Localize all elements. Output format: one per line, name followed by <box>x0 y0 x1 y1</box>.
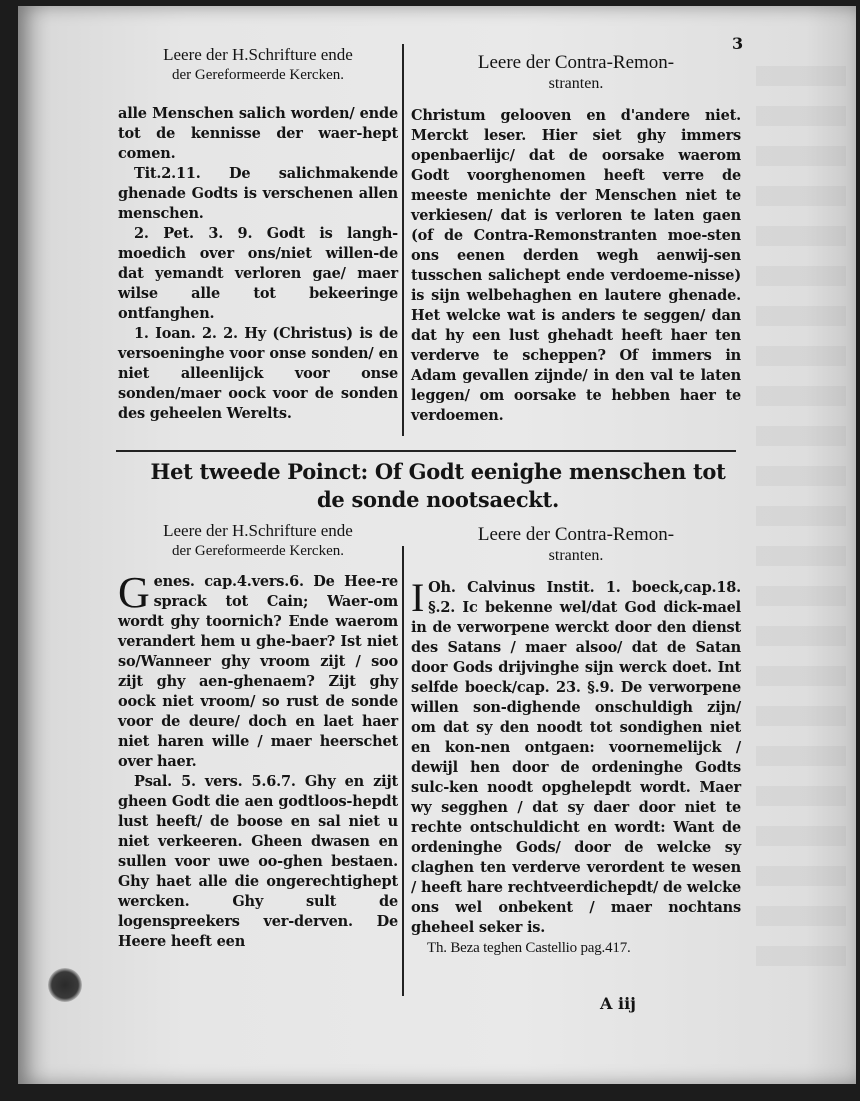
top-right-column <box>411 52 741 426</box>
bottom-left-heading <box>118 520 398 562</box>
top-right-heading-line2: stranten. <box>548 75 604 92</box>
bottom-column-divider <box>402 546 404 996</box>
section-title <box>128 458 748 514</box>
top-left-heading-line2: der Gereformeerde Kercken. <box>172 67 344 83</box>
printer-signature: A iij <box>600 994 636 1013</box>
bottom-left-text: enes. cap.4.vers.6. De Hee-re sprack tot Cain; Waer-om wordt ghy toornich? Ende waerom verandert hem u ghe-baer? Ist niet so/Wanneer ghy vroom zijt / soo zijt ghy aen-ghenaem? Zijt ghy oock niet vroom/ so rust de sonde voor de deure/ doch en laet haer niet haren wille / maer heerschet over haer. <box>118 573 398 770</box>
top-column-divider <box>402 44 404 436</box>
ink-stain <box>48 968 82 1002</box>
section-title-line2: de sonde nootsaeckt. <box>317 487 559 512</box>
bottom-right-body <box>411 575 741 958</box>
bottom-left-column <box>118 520 398 952</box>
bottom-right-heading-line2: stranten. <box>548 547 604 564</box>
bottom-left-body <box>118 568 398 952</box>
top-right-paragraph: Christum gelooven en d'andere niet. Merckt leser. Hier siet ghy immers openbaerlijc/ dat de oorsake waerom Godt voorghenomen heeft verre de meeste menichte der Menschen niet te verkiesen/ dat is verloren te laten gaen (of de Contra-Remonstranten moe-sten ons eenen derden wegh aenwij-sen tusschen salichept ende verdoeme-nisse) is sijn welbehaghen en lautere ghenade. Het welcke wat is anders te seggen/ dan dat hy een lust ghehadt heeft haer ten verderve te scheppen? Of immers in Adam gevallen zijnde/ in den val te laten leggen/ om oorsake te hebben haer te verdoemen. <box>411 107 741 424</box>
bottom-right-column <box>411 524 741 958</box>
bottom-left-heading-line1: Leere der H.Schrifture ende <box>163 521 353 540</box>
top-left-body <box>118 104 398 424</box>
show-through-texture <box>756 66 846 966</box>
drop-cap: I <box>411 575 425 620</box>
top-left-heading <box>118 44 398 86</box>
bottom-right-citation: Th. Beza teghen Castellio pag.417. <box>427 940 631 956</box>
top-left-paragraph: alle Menschen salich worden/ ende tot de kennisse der waer-hept comen. <box>118 105 398 162</box>
bottom-right-heading <box>411 524 741 566</box>
top-right-body <box>411 106 741 426</box>
top-right-heading <box>411 52 741 94</box>
drop-cap: G <box>118 568 150 617</box>
bottom-left-paragraph <box>118 568 398 772</box>
bottom-left-heading-line2: der Gereformeerde Kercken. <box>172 543 344 559</box>
top-right-heading-line1: Leere der Contra-Remon- <box>477 52 675 73</box>
bottom-right-heading-line1: Leere der Contra-Remon- <box>477 524 675 545</box>
top-left-heading-line1: Leere der H.Schrifture ende <box>163 45 353 64</box>
top-left-column <box>118 44 398 424</box>
top-left-paragraph: 2. Pet. 3. 9. Godt is langh-moedich over ons/niet willen-de dat yemandt verloren gae/ maer wilse alle tot bekeeringe ontfanghen. <box>118 225 398 322</box>
section-title-line1: Het tweede Poinct: Of Godt eenighe menschen tot <box>150 459 726 484</box>
section-divider <box>116 450 736 452</box>
page-number: 3 <box>732 34 744 53</box>
top-left-paragraph: 1. Ioan. 2. 2. Hy (Christus) is de versoeninghe voor onse sonden/ en niet alleenlijck voor onse sonden/maer oock voor de sonden des geheelen Werelts. <box>118 325 398 422</box>
top-left-paragraph: Tit.2.11. De salichmakende ghenade Godts is verschenen allen menschen. <box>118 165 398 222</box>
bottom-right-paragraph <box>411 575 741 938</box>
book-page <box>18 6 856 1084</box>
bottom-right-text: Oh. Calvinus Instit. 1. boeck,cap.18. §.2. Ic bekenne wel/dat God dick-mael in de verworpene werckt door den dienst des Satans / maer alsoo/ dat de Satan door Gods drijvinghe sijn werck doet. Int selfde boeck/cap. 23. §.9. De verworpene willen son-dighende onschuldigh zijn/ om dat sy den noodt tot sondighen niet en kon-nen ontgaen: voornemelijck / dewijl hen door de ordeninghe Godts sulc-ken noodt opghelepdt wordt. Maer wy segghen / dat sy daer door niet te rechte ontschuldicht en wordt: Want de ordeninghe Gods/ door de welcke sy claghen ten verderve verordent te wesen / heeft hare rechtveerdichepdt/ de welcke ons wel onbekent / maer nochtans gheheel seker is. <box>411 579 741 936</box>
bottom-left-paragraph: Psal. 5. vers. 5.6.7. Ghy en zijt gheen Godt die aen godtloos-hepdt lust heeft/ de boose en sal niet u niet verkeeren. Gheen dwasen en sullen voor uwe oo-ghen bestaen. Ghy haet alle die ongerechtighept wercken. Ghy sult de logenspreekers ver-derven. De Heere heeft een <box>118 773 398 950</box>
